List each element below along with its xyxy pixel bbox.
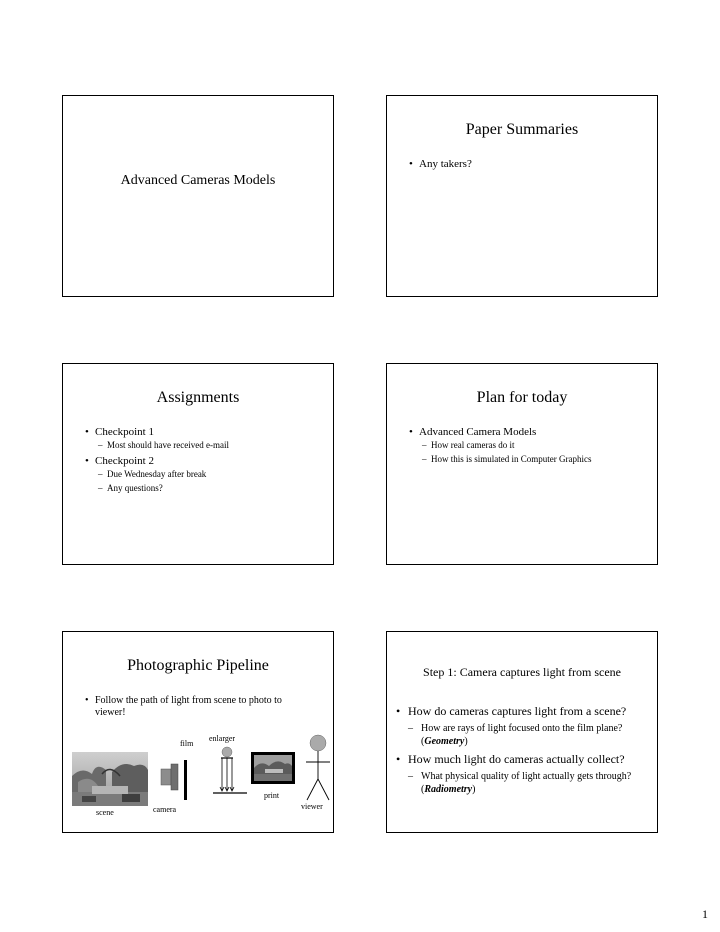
print-label: print [264,791,280,800]
sub-bullet-item: – What physical quality of light actually gets through? (Radiometry) [396,770,654,796]
enlarger-label: enlarger [209,734,236,743]
sub-bullet-item: – Due Wednesday after break [85,469,229,479]
enlarger-icon [211,746,249,796]
bullet-item: • Checkpoint 1 [85,426,229,438]
sub-bullet-item: – How this is simulated in Computer Graphics [409,454,591,464]
slide-assignments [62,363,334,565]
slide-plan-for-today [386,363,658,565]
slide-title: Advanced Cameras Models [120,173,276,188]
bullet-item: • Checkpoint 2 [85,455,229,467]
bullet-list [409,426,591,464]
slide-title: Assignments [156,389,240,406]
bullet-item: • How much light do cameras actually collect? [396,752,654,767]
scene-label: scene [96,808,114,817]
print-photo [251,752,295,784]
slide-advanced-cameras [62,95,334,297]
camera-icon [159,760,191,800]
page-number: 1 [702,907,708,921]
slide-title: Step 1: Camera captures light from scene [423,665,621,679]
slide-step-1 [386,631,658,833]
slide-title: Photographic Pipeline [127,657,269,674]
bullet-list [396,704,654,796]
sub-bullet-item: – Most should have received e-mail [85,440,229,450]
viewer-label: viewer [301,802,323,811]
bullet-list [85,695,305,719]
sub-bullet-item: – How are rays of light focused onto the film plane? (Geometry) [396,722,654,748]
sub-bullet-item: – How real cameras do it [409,440,591,450]
viewer-figure [304,734,332,804]
slide-paper-summaries [386,95,658,297]
film-label: film [180,739,194,748]
bullet-item: • Any takers? [409,158,472,170]
sub-bullet-item: – Any questions? [85,483,229,493]
bullet-list [85,426,229,493]
scene-photo [72,752,148,806]
slide-title: Plan for today [476,389,568,406]
bullet-list [409,158,472,170]
bullet-item: • Advanced Camera Models [409,426,591,438]
slide-photographic-pipeline [62,631,334,833]
camera-label: camera [153,805,177,814]
bullet-item: • How do cameras captures light from a scene? [396,704,654,719]
bullet-item: • Follow the path of light from scene to photo to viewer! [85,695,305,719]
slide-title: Paper Summaries [465,121,579,138]
